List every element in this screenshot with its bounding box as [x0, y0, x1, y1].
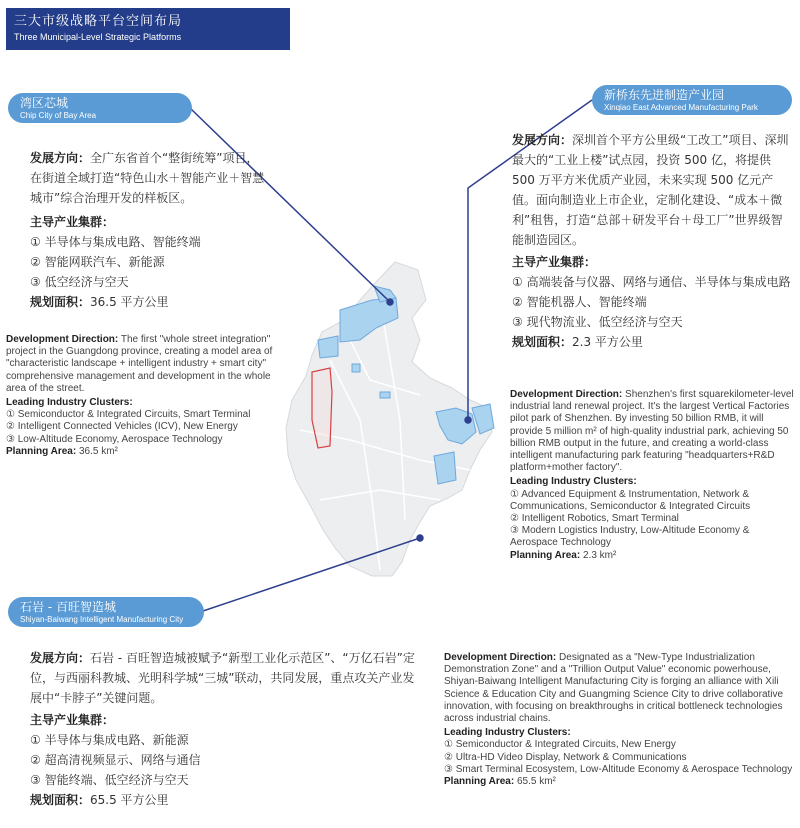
xinqiao-direction-cn: 发展方向：深圳首个平方公里级“工改工”项目、深圳最大的“工业上楼”试点园，投资 500 亿，将提供 500 万平方米优质产业园，未来实现 500 亿元产值。面向制造业上市企业，定制化建设、“成本＋微利”租售，打造“总部＋研发平台＋母工厂”世界级智能制造园区。	[512, 133, 789, 247]
chip-city-direction-cn: 发展方向：全广东省首个“整街统筹”项目，在街道全域打造“特色山水＋智能产业＋智慧城市”综合治理开发的样板区。	[30, 151, 265, 205]
bay-chip-zone-2	[318, 336, 338, 358]
chip-city-cn-info	[30, 148, 270, 312]
shiyan-en-info: Development Direction: Designated as a "New-Type Industrialization Demonstration Zone" and a "Trillion Output Value" economic powerhouse, Shiyan-Baiwang Intelligent Manufacturing City is forging an alliance with Xili Science & Education City and Guangming Science City to drive collaborative innovation, with focusing on breakthroughs in critical bottleneck technologies across industrial chains. Leading Industry Clusters: ① Semiconductor & Integrated Circuits, New Energy ② Ultra-HD Video Display, Network & Communications ③ Smart Terminal Ecosystem, Low-Altitude Economy & Aerospace Technology Planning Area: 65.5 km²	[444, 652, 793, 788]
shiyan-direction-cn: 发展方向：石岩 - 百旺智造城被赋予“新型工业化示范区”、“万亿石岩”定位，与西丽科教城、光明科学城“三城”联动，共同发展，重点攻关产业发展中“卡脖子”关键问题。	[30, 651, 415, 705]
chip-city-name-en: Chip City of Bay Area	[20, 111, 97, 120]
small-zone-a	[352, 364, 360, 372]
shiyan-name-cn: 石岩 - 百旺智造城	[20, 600, 116, 614]
chip-city-clusters-cn: 主导产业集群： ① 半导体与集成电路、智能终端 ② 智能网联汽车、新能源 ③ 低空经济与空天 规划面积：36.5 平方公里	[30, 215, 201, 309]
tag-xinqiao-park	[592, 85, 792, 115]
small-zone-b	[380, 392, 390, 398]
chip-city-en-info: Development Direction: The first "whole street integration" project in the Guangdong province, creating a model area of "characteristic landscape + intelligent industry + smart city" comprehensive management and development in the whole area of the street. Leading Industry Clusters: ① Semiconductor & Integrated Circuits, Smart Terminal ② Intelligent Connected Vehicles (ICV), New Energy ③ Low-Altitude Economy, Aerospace Technology Planning Area: 36.5 km²	[6, 334, 273, 457]
xinqiao-name-cn: 新桥东先进制造产业园	[604, 88, 725, 102]
xinqiao-en-info: Development Direction: Shenzhen's first squarekilometer-level industrial land renewal project. It's the largest Vertical Factories pilot park of Shenzhen. By investing 50 billion RMB, it will provide 5 million m² of high-quality industrial park, achieving 50 billion RMB output in the future, and creating a world-class intelligent manufacturing park featuring "headquarters+R&D platform+mother factory". Leading Industry Clusters: ① Advanced Equipment & Instrumentation, Network & Communications, Semiconductor & Integrated Circuits ② Intelligent Robotics, Smart Terminal ③ Modern Logistics Industry, Low-Altitude Economy & Aerospace Technology Planning Area: 2.3 km²	[510, 389, 794, 561]
page-title	[6, 8, 290, 50]
shiyan-boundary	[312, 368, 332, 448]
tag-shiyan-city	[8, 597, 204, 627]
shiyan-cn-info	[30, 648, 422, 810]
title-en: Three Municipal-Level Strategic Platforms	[14, 32, 182, 42]
title-cn: 三大市级战略平台空间布局	[14, 14, 183, 29]
xinqiao-cn-info	[512, 130, 792, 352]
chip-city-name-cn: 湾区芯城	[20, 96, 69, 110]
xinqiao-zone-3	[434, 452, 456, 484]
shiyan-name-en: Shiyan-Baiwang Intelligent Manufacturing City	[20, 615, 184, 624]
tag-chip-city	[8, 93, 192, 123]
xinqiao-clusters-cn: 主导产业集群： ① 高端装备与仪器、网络与通信、半导体与集成电路 ② 智能机器人、智能终端 ③ 现代物流业、低空经济与空天 规划面积：2.3 平方公里	[512, 255, 791, 349]
xinqiao-name-en: Xinqiao East Advanced Manufacturing Park	[604, 103, 758, 112]
shiyan-clusters-cn: 主导产业集群： ① 半导体与集成电路、新能源 ② 超高清视频显示、网络与通信 ③ 智能终端、低空经济与空天 规划面积：65.5 平方公里	[30, 713, 201, 807]
